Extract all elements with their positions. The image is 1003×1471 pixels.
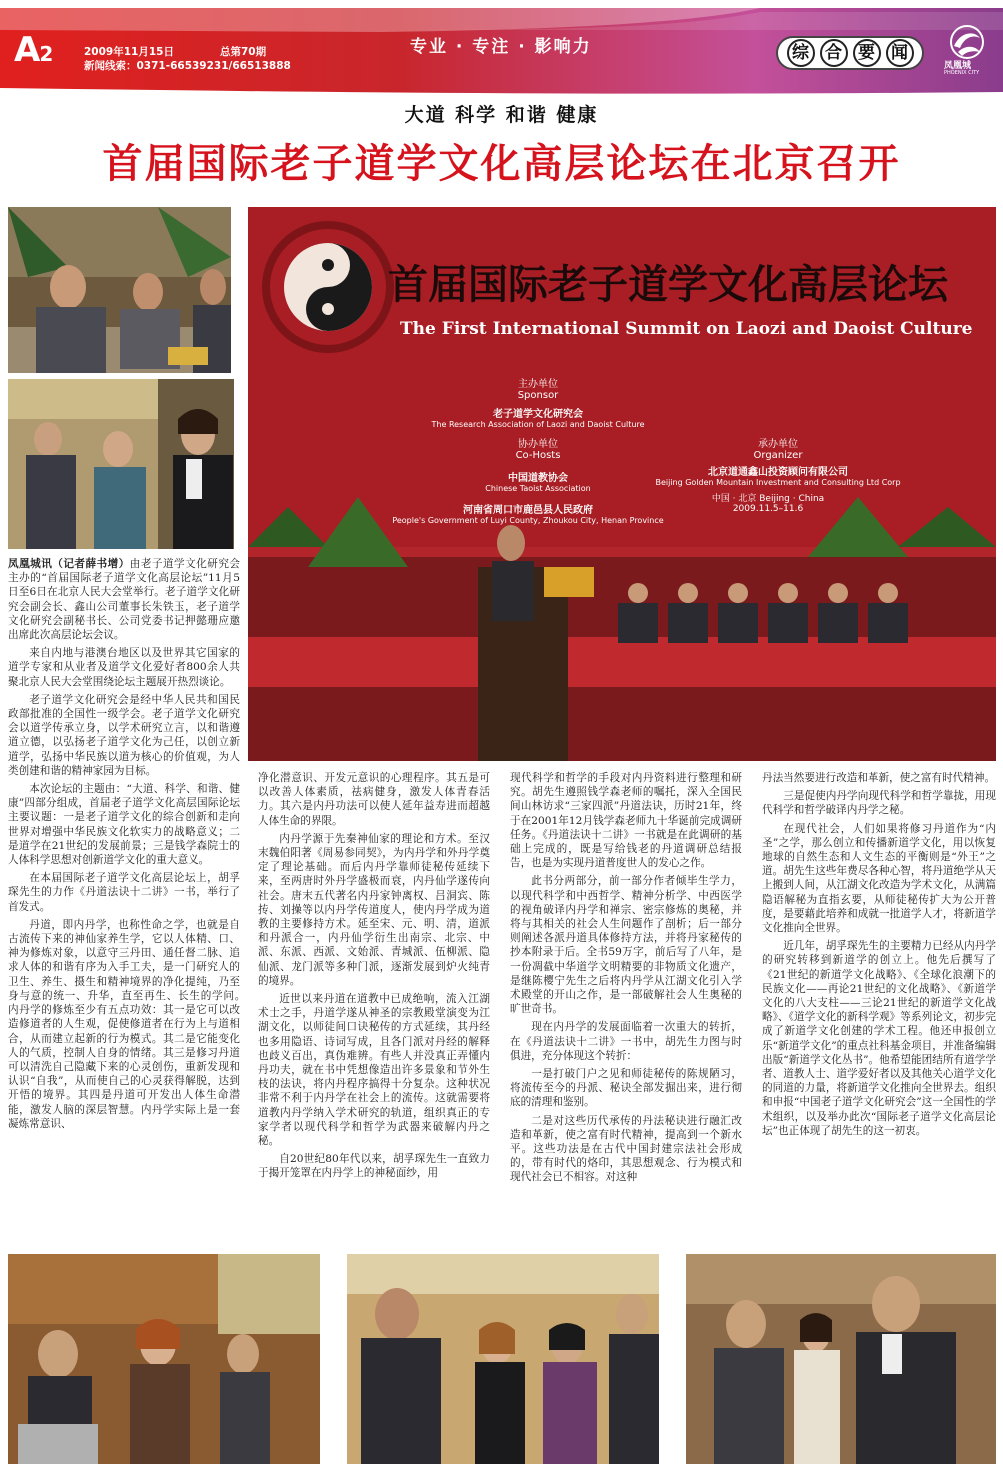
article-paragraph: 净化潜意识、开发元意识的心理程序。其五是可以改善人体素质，祛病健身，激发人体青春活力。其六是内丹功法可以使人延年益寿进而超越人体生命的界限。	[258, 772, 490, 827]
photo-audience	[8, 1254, 320, 1464]
sponsor-name: 老子道学文化研究会 The Research Association of Laozi and Daoist Culture	[431, 409, 645, 429]
henan-government: 河南省周口市鹿邑县人民政府 People's Government of Luyi County, Zhoukou City, Henan Province	[392, 505, 664, 525]
article-paragraph: 来自内地与港澳台地区以及世界其它国家的道学专家和从业者及道学文化爱好者800余人共聚北京人民大会堂围绕论坛主题展开热烈谈论。	[8, 647, 240, 688]
issue-number: 总第70期	[220, 46, 267, 58]
cohost-label: 协办单位 Co-Hosts	[515, 439, 561, 461]
article-paragraph: 在本届国际老子道学文化高层论坛上，胡孚琛先生的力作《丹道法诀十二讲》一书，举行了首发式。	[8, 872, 240, 913]
slogan: 专业 · 专注 · 影响力	[410, 37, 592, 57]
banner-title-en: The First International Summit on Laozi and Daoist Culture	[400, 319, 973, 339]
issue-date: 2009年11月15日	[84, 46, 174, 58]
section-char: 要	[853, 39, 881, 67]
article-paragraph: 一是打破门户之见和师徒秘传的陈规陋习，将流传至今的丹派、秘诀全部发掘出来，进行彻底的清理和鉴别。	[510, 1068, 742, 1109]
article-paragraph: 在现代社会，人们如果将修习丹道作为“内圣”之学，那么创立和传播新道学文化，用以恢复地球的自然生态和人文生态的平衡则是“外王”之道。胡先生这些年费尽各种心智，将丹道绝学从天上搬到人间，从江湖文化改造为学术文化，从满篇隐语解秘为直指玄要，从师徒秘传扩大为公开普度，是要藉此培养和成就一批道学人才，将新道学文化推向全世界。	[762, 822, 996, 935]
news-hotline: 新闻线索：0371-66539231/66513888	[84, 60, 291, 72]
article-column-2	[258, 771, 490, 1185]
article-column-4	[762, 771, 996, 1142]
sponsor-label: 主办单位 Sponsor	[517, 379, 559, 401]
article-paragraph: 现在内丹学的发展面临着一次重大的转折，在《丹道法诀十二讲》一书中，胡先生力图与时俱进，充分体现这个转折：	[510, 1021, 742, 1062]
article-column-1	[8, 557, 251, 1135]
logo-text: 凤凰城	[944, 61, 972, 71]
article-paragraph: 丹道，即内丹学，也称性命之学，也就是自古流传下来的神仙家养生学，它以人体精、口、神为修炼对象，以意守三丹田、通任督二脉、追求人体的和谐有序为入手工夫，是一门研究人的卫生、养生、摄生和精神境界的净化提纯，乃至身与意的统一、升华，直至再生、长生的学问。 内丹学的修炼至少有五点功效：其一是它可以改造修道者的人生观，促使修道者在行为上与道相合，从而建立起新的行为模式。其二是它能变化人的气质，控制人自身的情绪。其三是修习丹道可以清洗自己隐藏下来的心灵创伤，重新发现和认识“自我”，从而使自己的心灵获得解脱，达到开悟的境界。其四是丹道可开发出人体生命潜能，激发人脑的深层智慧。内丹学实际上是一套凝炼常意识、	[8, 918, 251, 1130]
article-paragraph: 二是对这些历代承传的丹法秘诀进行融汇改造和革新，使之富有时代精神，提高到一个新水平。这些功法是在古代中国封建宗法社会形成的，带有时代的烙印，其思想观念、行为模式和现代社会已不相容。对这种	[510, 1114, 742, 1184]
article-paragraph: 近几年，胡孚琛先生的主要精力已经从内丹学的研究转移到新道学的创立上。他先后撰写了《21世纪的新道学文化战略》、《全球化浪潮下的民族文化——再论21世纪的文化战略》、《新道学文化的八大支柱——三论21世纪的新道学文化战略》、《道学文化的新科学观》等系列论文，初步完成了新道学文化创建的学术工程。他还申报创立乐“新道学文化”的重点社科基金项目，并准备编辑出版“新道学文化丛书”。他希望能团结所有道学学者、道教人士、道学爱好者以及其他关心道学文化的同道的力量，将新道学文化推向全世界去。组织和申报“中国老子道学文化研究会”这一全国性的学术组织，以及举办此次“国际老子道学文化高层论坛”也正体现了胡先生的这一初衷。	[762, 940, 996, 1137]
photo-forum-stage	[248, 207, 996, 761]
article-paragraph: 内丹学源于先秦神仙家的理论和方术。至汉末魏伯阳著《周易参同契》，为内丹学和外丹学奠定了理论基础。而后内丹学靠师徒秘传延续下来，至两唐时外丹学盛极而衰，内丹仙学遂传向社会。唐末五代著名内丹家钟离权、吕洞宾、陈抟、刘操等以内丹学传道度人，使内丹学成为道教的主要修持方术。延至宋、元、明、清，道派和丹派合一，内丹仙学衍生出南宗、北宗、中派、东派、西派、文始派、青城派、伍柳派、隐仙派、龙门派等多种门派，逐渐发展到炉火纯青的境界。	[258, 832, 490, 987]
page-number: A2	[14, 30, 53, 70]
article-paragraph: 本次论坛的主题由：“大道、科学、和谐、健康”四部分组成，首届老子道学文化高层国际论坛主要议题：一是老子道学文化的综合创新和走向世界对增强中华民族文化软实力的战略意义；二是道学在21世纪的发展前景；三是钱学森院士的人体科学思想对创新道学文化的重大意义。	[8, 783, 240, 867]
cohost-name: 中国道教协会 Chinese Taoist Association	[485, 473, 591, 493]
article-column-3	[510, 771, 742, 1189]
organizer-name: 北京道通鑫山投资顾问有限公司 Beijing Golden Mountain Investment and Consulting Ltd Corp	[655, 467, 901, 487]
photo-handshake	[686, 1254, 996, 1464]
article-paragraph: 自20世纪80年代以来，胡孚琛先生一直致力于揭开笼罩在内丹学上的神秘面纱，用	[258, 1153, 490, 1180]
organizer-label: 承办单位 Organizer	[753, 439, 803, 461]
headline: 首届国际老子道学文化高层论坛在北京召开	[102, 141, 901, 187]
section-title	[776, 36, 924, 70]
section-char: 合	[820, 39, 848, 67]
article-paragraph: 丹法当然要进行改造和革新，使之富有时代精神。	[762, 772, 996, 784]
article-paragraph: 三是促使内丹学向现代科学和哲学靠拢，用现代科学和哲学破译内丹学之秘。	[762, 790, 996, 817]
banner-title-cn: 首届国际老子道学文化高层论坛	[388, 261, 948, 308]
article-paragraph: 现代科学和哲学的手段对内丹资料进行整理和研究。胡先生遵照钱学森老师的嘱托，深入全国民间山林访求“三家四派”丹道法诀，历时21年，终于在2001年12月钱学森老师九十华诞前完成调研任务。《丹道法诀十二讲》一书就是在此调研的基础上完成的，既是写给钱老的丹道调研总结报告，也是为实现丹道普度世人的发心之作。	[510, 772, 742, 870]
photo-reception	[347, 1254, 659, 1464]
article-paragraph: 此书分两部分，前一部分作者倾毕生学力，以现代科学和中西哲学、精神分析学、中西医学的视角破译内丹学和禅宗、密宗修炼的奥秘，并将与其相关的社会人生问题作了剖析；后一部分则阐述各派丹道具体修持方法，并将丹家秘传的抄本附录于后。全书59万字，前后写了八年，是一份凋截中华道学文明精要的非物质文化遗产，是继陈樱宁先生之后将内丹学从江湖文化引入学术殿堂的开山之作，是一部破解社会人生奥秘的旷世奇书。	[510, 875, 742, 1016]
photo-seated-attendees	[8, 207, 231, 373]
article-paragraph: 凤凰城讯（记者薛书增）由老子道学文化研究会主办的“首届国际老子道学文化高层论坛”11月5日至6日在北京人民大会堂举行。老子道学文化研究会副会长、鑫山公司董事长朱铁玉，老子道学文化研究会副秘书长、公司党委书记押懿珊应邀出席此次高层论坛会议。	[8, 558, 241, 642]
article-paragraph: 近世以来丹道在道教中已成绝响，流入江湖术士之手，丹道学遂从神圣的宗教殿堂演变为江湖文化，以师徒间口诀秘传的方式延续，其丹经也多用隐语、诗词写成，且各门派对丹经的解释也歧义百出，真伪难辨。有些人并没真正弄懂内丹功夫，就在书中凭想像造出许多景象和节外生枝的法诀，将内丹程序搞得十分复杂。这种状况非常不利于内丹学在社会上的流传。这就需要将道教内丹学纳入学术研究的轨道，组织真正的专家学者以现代科学和哲学为武器来破解内丹之秘。	[258, 993, 490, 1148]
photo-attendees-chatting	[8, 379, 234, 549]
masthead	[0, 0, 1003, 100]
section-char: 综	[787, 39, 815, 67]
logo-subtext: PHOENIX CITY	[944, 70, 980, 76]
venue: 中国 · 北京 Beijing · China 2009.11.5–11.6	[711, 494, 825, 514]
section-char: 闻	[886, 39, 914, 67]
article-paragraph: 老子道学文化研究会是经中华人民共和国民政部批准的全国性一级学会。老子道学文化研究会以道学传承立身，以学术研究立言，以和谐遵道立德，以弘扬老子道学文化为己任，以创立新道学，弘扬中华民族以道为核心的价值观，为人类创建和谐的精神家园为目标。	[8, 693, 240, 777]
kicker: 大道 科学 和谐 健康	[404, 104, 599, 126]
